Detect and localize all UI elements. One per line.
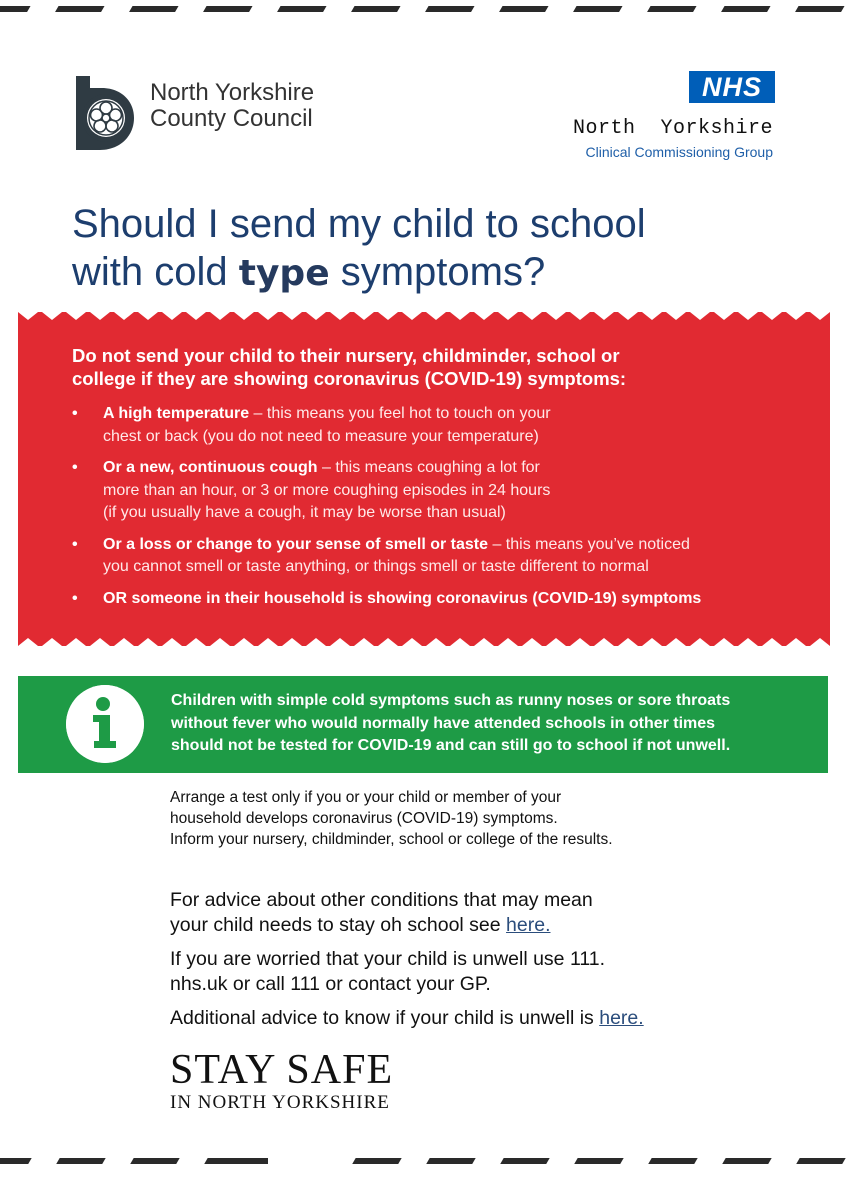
symptoms-list xyxy=(72,403,802,619)
symptom-item xyxy=(72,457,802,525)
other-conditions-link[interactable]: here. xyxy=(506,914,551,936)
ccg-name xyxy=(573,117,773,160)
arrange-line3: Inform your nursery, childminder, school or college of the results. xyxy=(170,831,613,848)
advice-p3-text: Additional advice to know if your child is unwell is xyxy=(170,1007,600,1029)
advice-paragraph-2 xyxy=(170,947,770,997)
symptom-text: chest or back (you do not need to measure your temperature) xyxy=(103,427,539,445)
symptom-item xyxy=(72,403,802,448)
top-dashed-border xyxy=(0,0,849,16)
advice-paragraph-3 xyxy=(170,1006,770,1031)
stay-safe-title: STAY SAFE xyxy=(170,1047,394,1093)
title-part2: with cold xyxy=(72,250,239,294)
warning-intro-line2: college if they are showing coronavirus (COVID-19) symptoms: xyxy=(72,368,627,389)
bottom-dashed-border xyxy=(0,1154,849,1170)
council-name xyxy=(150,80,314,132)
ccg-name-line1: North Yorkshire xyxy=(572,117,773,140)
info-text xyxy=(171,690,811,758)
symptom-bold: A high temperature xyxy=(103,405,250,422)
panel-zigzag-bottom xyxy=(18,636,830,646)
bullet: • xyxy=(72,535,78,553)
warning-intro-line1: Do not send your child to their nursery, childminder, school or xyxy=(72,345,620,366)
symptom-text: more than an hour, or 3 or more coughing episodes in 24 hours xyxy=(103,481,551,499)
info-icon xyxy=(66,685,144,763)
symptom-text: (if you usually have a cough, it may be worse than usual) xyxy=(103,504,506,521)
title-line2 xyxy=(72,248,646,298)
title-part3: symptoms? xyxy=(329,250,546,294)
bullet: • xyxy=(72,405,78,422)
page-title xyxy=(72,200,646,298)
unwell-advice-link[interactable]: here. xyxy=(599,1007,644,1029)
panel-zigzag-top xyxy=(18,312,830,322)
symptoms-warning-panel xyxy=(18,312,830,646)
symptom-item xyxy=(72,534,802,579)
bullet: • xyxy=(72,589,78,607)
arrange-test-text xyxy=(170,787,730,850)
info-panel xyxy=(18,676,828,773)
symptom-text: – this means you feel hot to touch on your xyxy=(249,405,551,422)
symptom-text: – this means coughing a lot for xyxy=(317,459,540,476)
symptom-item xyxy=(72,588,802,611)
bullet: • xyxy=(72,459,78,476)
advice-p2-line2: nhs.uk or call 111 or contact your GP. xyxy=(170,973,491,995)
warning-intro xyxy=(72,344,792,390)
advice-paragraph-1 xyxy=(170,888,770,938)
nhs-logo: NHS xyxy=(689,71,775,103)
symptom-bold: Or a loss or change to your sense of smell or taste xyxy=(103,535,489,553)
council-crest-icon xyxy=(72,74,152,154)
arrange-line2: household develops coronavirus (COVID-19) symptoms. xyxy=(170,810,558,827)
symptom-bold: Or a new, continuous cough xyxy=(103,459,318,476)
info-text-line2: without fever who would normally have attended schools in other times xyxy=(171,714,716,732)
info-text-line1: Children with simple cold symptoms such as runny noses or sore throats xyxy=(171,692,731,709)
arrange-line1: Arrange a test only if you or your child or member of your xyxy=(170,789,562,806)
symptom-text: you cannot smell or taste anything, or things smell or taste different to normal xyxy=(103,558,649,575)
council-name-line2: County Council xyxy=(150,105,313,132)
council-name-line1: North Yorkshire xyxy=(150,79,315,106)
advice-p1-line2: your child needs to stay oh school see xyxy=(170,914,507,936)
info-text-line3: should not be tested for COVID-19 and can still go to school if not unwell. xyxy=(171,737,731,754)
advice-p1-line1: For advice about other conditions that may mean xyxy=(170,889,593,911)
title-line1: Should I send my child to school xyxy=(72,202,646,246)
symptom-bold: OR someone in their household is showing coronavirus (COVID-19) symptoms xyxy=(103,589,702,607)
ccg-name-line2: Clinical Commissioning Group xyxy=(585,144,773,160)
title-bold-word: type xyxy=(238,253,330,294)
stay-safe-subtitle: IN NORTH YORKSHIRE xyxy=(170,1092,390,1113)
stay-safe-logo xyxy=(170,1048,393,1114)
advice-p2-line1: If you are worried that your child is unwell use 111. xyxy=(170,948,605,970)
advice-section xyxy=(170,888,770,1040)
symptom-text: – this means you’ve noticed xyxy=(488,535,690,553)
